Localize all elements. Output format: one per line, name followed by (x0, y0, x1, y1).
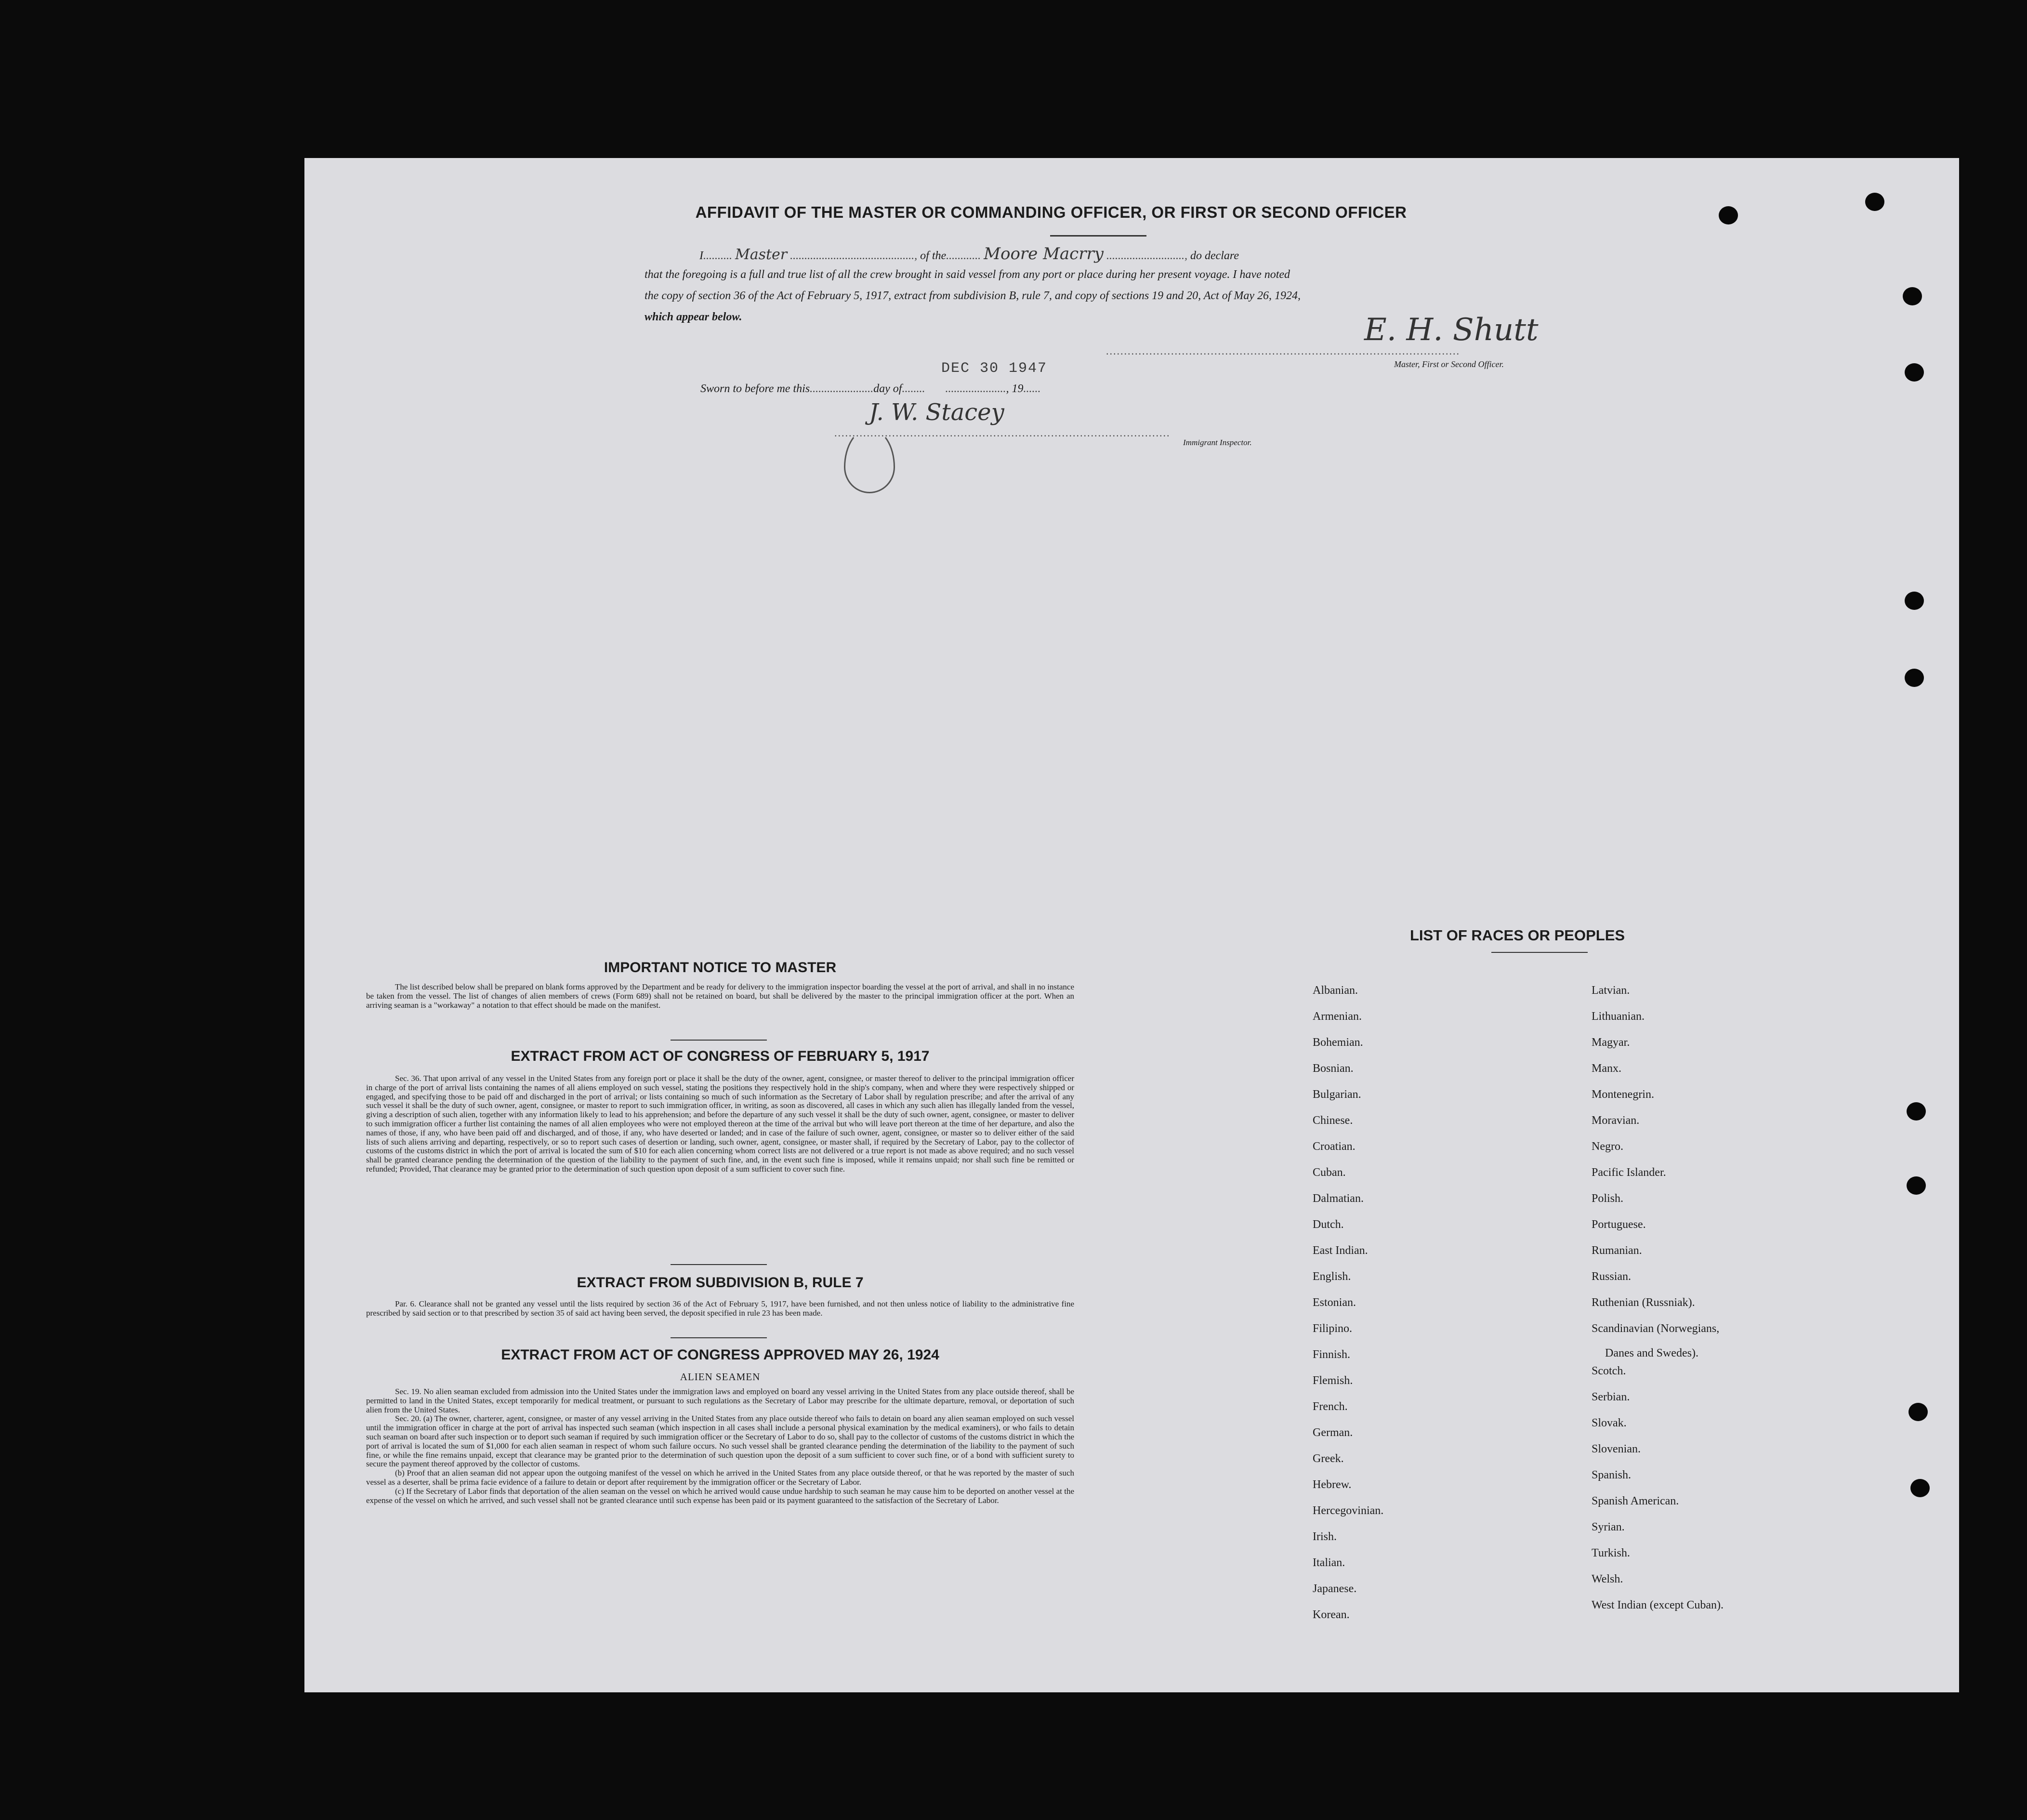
sec20b-paragraph: (b) Proof that an alien seaman did not appear upon the outgoing manifest of the vessel on which he arrived in the United States from any place outside thereof, or that he was reported by the master of such vessel as a deserter, shall be prima facie evidence of a failure to detain or deport after requirement by the immigration officer or the Secretary of Labor. (366, 1468, 1074, 1487)
i-label: I (699, 250, 703, 262)
rule7-text (366, 1300, 1074, 1318)
race-item: Chinese. (1313, 1114, 1353, 1127)
affidavit-body-line-2: the copy of section 36 of the Act of February 5, 1917, extract from subdivision B, rule 7, and copy of sections 19 and 20, Act of May 26, 1924, (645, 290, 1301, 302)
race-item: Hebrew. (1313, 1478, 1352, 1491)
sworn-line: Sworn to before me this......................day of........ ....................., 19...... (700, 382, 1041, 395)
signature-line: .................................................................................................. (1106, 345, 1460, 357)
race-item: Welsh. (1592, 1573, 1623, 1585)
race-item: Filipino. (1313, 1322, 1353, 1335)
sworn-label: Sworn to before me this (700, 382, 810, 395)
race-item: Slovak. (1592, 1417, 1627, 1429)
punch-hole (1905, 363, 1924, 382)
race-item: Albanian. (1313, 984, 1358, 997)
race-item: Cuban. (1313, 1166, 1346, 1179)
race-item: Hercegovinian. (1313, 1504, 1384, 1517)
notice-title: IMPORTANT NOTICE TO MASTER (604, 960, 837, 976)
punch-hole (1910, 1479, 1930, 1497)
race-item: Dutch. (1313, 1218, 1344, 1231)
punch-hole (1905, 669, 1924, 687)
master-signature-caption: Master, First or Second Officer. (1394, 359, 1504, 369)
race-item: East Indian. (1313, 1244, 1368, 1257)
race-item: Syrian. (1592, 1521, 1625, 1533)
race-item: Polish. (1592, 1192, 1624, 1205)
race-item: Spanish. (1592, 1469, 1632, 1481)
race-item: Flemish. (1313, 1374, 1353, 1387)
race-item: Spanish American. (1592, 1495, 1679, 1507)
race-item: Slovenian. (1592, 1443, 1641, 1455)
document-page (304, 158, 1959, 1692)
day-of-label: day of (873, 382, 902, 395)
race-item: Montenegrin. (1592, 1088, 1654, 1101)
of-the-label: of the (920, 250, 947, 262)
affidavit-body-line-3: which appear below. (645, 311, 742, 323)
race-item: Bulgarian. (1313, 1088, 1361, 1101)
sec19-paragraph: Sec. 19. No alien seaman excluded from admission into the United States under the immigration laws and employed on board any vessel arriving in the United States from any place outside thereof, shall be permitted to land in the United States, except temporarily for medical treatment, or pursuant to such regulations as the Secretary of Labor may prescribe for the ultimate departure, removal, or deportation of such alien from the United States. (366, 1387, 1074, 1414)
divider (1050, 235, 1146, 237)
race-item: German. (1313, 1426, 1353, 1439)
punch-hole (1865, 193, 1884, 211)
punch-hole (1907, 1102, 1926, 1121)
inspector-signature: J. W. Stacey (869, 399, 1004, 426)
race-item: Japanese. (1313, 1583, 1357, 1595)
notice-paragraph: The list described below shall be prepared on blank forms approved by the Department and be ready for delivery to the immigration inspector boarding the vessel at the port of arrival, and shall in no instance be taken from the vessel. The list of changes of alien members of crews (Form 689) shall not be retained on board, but shall be delivered by the master to the principal immigration officer at the port. When an arriving seaman is a "workaway" a notation to that effect should be made on the manifest. (366, 982, 1074, 1010)
race-item: Danes and Swedes). (1605, 1347, 1698, 1359)
race-item: Scandinavian (Norwegians, (1592, 1322, 1720, 1335)
sec20c-paragraph: (c) If the Secretary of Labor finds that deportation of the alien seaman on the vessel on which he arrived would cause undue hardship to such seaman he may cause him to be deported on another vessel at the expense of the vessel on which he arrived, and such vessel shall not be granted clearance until such expense has been paid or its payment guaranteed to the satisfaction of the Secretary of Labor. (366, 1486, 1074, 1505)
rule7-title: EXTRACT FROM SUBDIVISION B, RULE 7 (577, 1275, 864, 1291)
race-item: Armenian. (1313, 1010, 1362, 1023)
vessel-name-handwritten: Moore Macrry (984, 244, 1104, 264)
divider (671, 1337, 767, 1338)
race-item: Bohemian. (1313, 1036, 1363, 1049)
race-item: Negro. (1592, 1140, 1623, 1153)
affidavit-declaration-line: I.......... Master ..........................................., of the............ Moore Macrry ..........................., do declare (699, 244, 1239, 264)
affidavit-body-line-1: that the foregoing is a full and true list of all the crew brought in said vessel from any port or place during her present voyage. I have noted (645, 268, 1290, 281)
race-item: Greek. (1313, 1452, 1344, 1465)
race-item: Manx. (1592, 1062, 1621, 1075)
races-title: LIST OF RACES OR PEOPLES (1409, 927, 1625, 944)
extract-1917-text (366, 1074, 1074, 1174)
race-item: Dalmatian. (1313, 1192, 1364, 1205)
extract-1924-subtitle: ALIEN SEAMEN (680, 1371, 761, 1383)
master-handwritten: Master (735, 246, 788, 263)
race-item: Ruthenian (Russniak). (1592, 1296, 1695, 1309)
race-item: Moravian. (1592, 1114, 1640, 1127)
race-item: Estonian. (1313, 1296, 1356, 1309)
race-item: Bosnian. (1313, 1062, 1354, 1075)
race-item: Serbian. (1592, 1391, 1630, 1403)
date-stamp: DEC 30 1947 (941, 360, 1048, 377)
race-item: Russian. (1592, 1270, 1632, 1283)
race-item: West Indian (except Cuban). (1592, 1599, 1724, 1611)
race-item: Rumanian. (1592, 1244, 1642, 1257)
divider (671, 1264, 767, 1265)
race-item: Magyar. (1592, 1036, 1630, 1049)
inspector-signature-line: ............................................................................................. (834, 427, 1171, 439)
race-item: English. (1313, 1270, 1351, 1283)
master-signature: E. H. Shutt (1364, 312, 1539, 348)
extract-1924-text (366, 1387, 1074, 1505)
punch-hole (1907, 1176, 1926, 1195)
year-label: , 19 (1006, 382, 1024, 395)
punch-hole (1909, 1403, 1928, 1421)
race-item: French. (1313, 1400, 1348, 1413)
race-item: Turkish. (1592, 1547, 1630, 1559)
divider (1491, 952, 1588, 953)
race-item: Pacific Islander. (1592, 1166, 1666, 1179)
affidavit-title: AFFIDAVIT OF THE MASTER OR COMMANDING OFFICER, OR FIRST OR SECOND OFFICER (695, 203, 1407, 221)
punch-hole (1719, 206, 1738, 224)
rule7-paragraph: Par. 6. Clearance shall not be granted any vessel until the lists required by section 36 of the Act of February 5, 1917, have been furnished, and not then unless notice of liability to the administrative fine prescribed by said section or to that prescribed by section 35 of said act having been served, the deposit specified in rule 23 has been made. (366, 1299, 1074, 1318)
do-declare-label: do declare (1190, 250, 1239, 262)
punch-hole (1903, 287, 1922, 305)
race-item: Lithuanian. (1592, 1010, 1645, 1023)
inspector-caption: Immigrant Inspector. (1183, 438, 1252, 447)
extract-1917-paragraph: Sec. 36. That upon arrival of any vessel in the United States from any foreign port or place it shall be the duty of the owner, agent, consignee, or master thereof to deliver to the principal immigration officer in charge of the port of arrival lists containing the names of all aliens employed on such vessel, stating the positions they respectively hold in the ship's company, when and where they were respectively shipped or engaged, and specifying those to be paid off and discharged in the port of arrival; or lists containing so much of such information as the Secretary of Labor shall by regulation prescribe; and after the arrival of any such vessel it shall be the duty of such owner, agent, consignee, or master to report to such immigration officer, in writing, as soon as discovered, all cases in which any such alien has illegally landed from the vessel, giving a description of such alien, together with any information likely to lead to his apprehension; and before the departure of any such vessel it shall be the duty of such owner, agent, consignee, or master to deliver to such immigration officer a further list containing the names of all alien employees who were not employed thereon at the time of the arrival but who will leave port thereon at the time of her departure, and also the names of those, if any, who have been paid off and discharged, and of those, if any, who have deserted or landed; and in case of the failure of such owner, agent, consignee, or master so to deliver either of the said lists of such aliens arriving and departing, respectively, or so to report such cases of desertion or landing, such owner, agent, consignee, or master shall, if required by the Secretary of Labor, pay to the collector of customs of the customs district in which the port of arrival is located the sum of $10 for each alien concerning whom correct lists are not delivered or a true report is not made as above required; and no such vessel shall be granted clearance pending the determination of the question of the liability to the payment of such fine, and, in the event such fine is imposed, while it remains unpaid; nor shall such fine be remitted or refunded; Provided, That clearance may be granted prior to the determination of such question upon deposit of a sum sufficient to cover such fine. (366, 1074, 1074, 1174)
race-item: Finnish. (1313, 1348, 1351, 1361)
extract-1917-title: EXTRACT FROM ACT OF CONGRESS OF FEBRUARY 5, 1917 (511, 1048, 930, 1064)
punch-hole (1905, 592, 1924, 610)
divider (671, 1040, 767, 1041)
race-item: Korean. (1313, 1609, 1350, 1621)
race-item: Italian. (1313, 1556, 1345, 1569)
race-item: Latvian. (1592, 984, 1630, 997)
notice-text (366, 983, 1074, 1010)
race-item: Scotch. (1592, 1365, 1626, 1377)
race-item: Irish. (1313, 1530, 1337, 1543)
sec20a-paragraph: Sec. 20. (a) The owner, charterer, agent, consignee, or master of any vessel arriving in the United States from any place outside thereof who fails to detain on board any alien seaman employed on such vessel until the immigration officer in charge at the port of arrival has inspected such seaman (which inspection in all cases shall include a personal physical examination by the medical examiners), or who fails to detain such seaman on board after such inspection or to deport such seaman if required by such immigration officer or the Secretary of Labor to do so, shall pay to the collector of customs of the customs district in which the port of arrival is located the sum of $1,000 for each alien seaman in respect of whom such failure occurs. No such vessel shall be granted clearance pending the determination of the liability to the payment of such fine, or while the fine remains unpaid, except that clearance may be granted prior to the determination of such question upon the deposit of a sum sufficient to cover such fine, or of a bond with sufficient surety to secure the payment thereof approved by the collector of customs. (366, 1414, 1074, 1469)
extract-1924-title: EXTRACT FROM ACT OF CONGRESS APPROVED MAY 26, 1924 (501, 1347, 939, 1363)
race-item: Croatian. (1313, 1140, 1356, 1153)
race-item: Portuguese. (1592, 1218, 1646, 1231)
